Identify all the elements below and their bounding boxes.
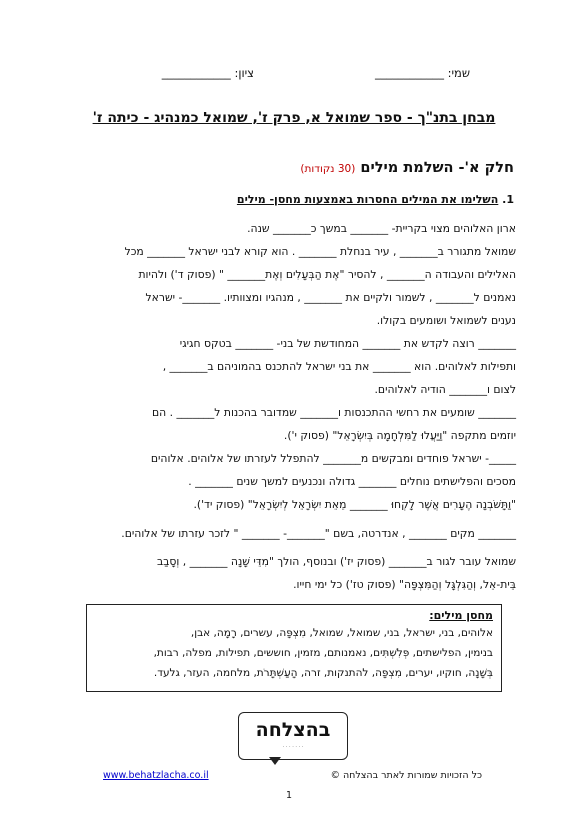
text-line: _______ מקים _______ , אנדרטה, בשם "_______- _______ " לזכר עזרתו של אלוהים. bbox=[121, 527, 516, 540]
section-heading bbox=[300, 160, 514, 176]
text-line: _____- ישראל פוחדים ומבקשים מ_______ להתפלל לעזרתו של אלוהים. אלוהים bbox=[150, 452, 516, 465]
question-text: השלימו את המילים החסרות באמצעות מחסן- מילים bbox=[236, 193, 499, 206]
text-line: מסכים והפלישתים נוחלים _______ גדולה ונכנעים למשך שנים _______ . bbox=[188, 475, 516, 488]
logo-text: בהצלחה bbox=[255, 719, 331, 741]
site-link[interactable]: www.behatzlacha.co.il bbox=[103, 770, 209, 781]
word-bank-line: בנימין, הפלישתים, פְּלִשְׁתִּים, נאמנותם, מזמין, חוששים, תפילות, מפלה, רבות, bbox=[153, 647, 493, 659]
word-bank bbox=[86, 604, 502, 692]
section-points: (30 נקודות) bbox=[300, 163, 356, 175]
logo-subtext: · · · · · · · bbox=[282, 744, 304, 750]
text-line: שמואל מתגורר ב_______ , עיר בנחלת _______ . הוא קורא לבני ישראל _______ מכל bbox=[124, 245, 516, 258]
section-label: חלק א'- השלמת מילים bbox=[360, 160, 514, 176]
text-line: נאמנים ל_______ , לשמור ולקיים את _______ , מנהגיו ומצוותיו. _______- ישראל bbox=[145, 291, 516, 304]
text-line: ארון האלוהים מצוי בקריית- _______ במשך כ_______ שנה. bbox=[247, 222, 516, 235]
text-line: יוזמים מתקפה "וַיַּעֲלוּ לַמִּלְחָמָה בְּיִשְׂרָאֵל" (פסוק י'). bbox=[283, 429, 516, 442]
name-label: שמי: ____________ bbox=[374, 66, 470, 80]
text-line: האלילים והעבודה ה_______ , להסיר "אֶת הַבְּעָלִים וְאֶת_______ " (פסוק ד') ולהיות bbox=[138, 268, 516, 281]
word-bank-line: אלוהים, בני, ישראל, בני, שמואל, שמואל, מִצְפָּה, עשרים, רָמָה, אבן, bbox=[190, 627, 493, 639]
text-line: _______ רוצה לקדש את _______ המחודשת של בני- _______ בטקס חגיגי bbox=[179, 337, 516, 350]
behatzlacha-logo bbox=[238, 712, 348, 760]
text-line: _______ שומעים את רחשי ההתכנסות ו_______ שמדובר בהכנות ל_______ . הם bbox=[151, 406, 516, 419]
word-bank-title: מחסן מילים: bbox=[429, 609, 493, 622]
text-line: בֵּית-אֵל, וְהַגִּלְגָּל וְהַמִּצְפָּה" (פסוק טז') כל ימי חייו. bbox=[293, 578, 516, 591]
word-bank-line: בְּשָׁנָה, חוקיו, יערים, מִצְפָּה, להתנקות, זרה, הָעַשְׁתָּרֹת, מלחמה, העזר, גלעד. bbox=[153, 667, 493, 679]
text-line: נענים לשמואל ושומעים בקולו. bbox=[376, 314, 516, 327]
question-number: 1. bbox=[502, 193, 514, 206]
text-line: "וַתָּשֹׁבְנָה הֶעָרִים אֲשֶׁר לָקְחוּ _______ מֵאֵת יִשְׂרָאֵל לְיִשְׂרָאֵל" (פסוק יד'). bbox=[193, 498, 516, 511]
page-title: מבחן בתנ"ך - ספר שמואל א, פרק ז', שמואל כמנהיג - כיתה ז' bbox=[92, 110, 496, 126]
page-number: 1 bbox=[286, 790, 293, 801]
text-line: לצום ו_______ הודיה לאלוהים. bbox=[374, 383, 516, 396]
question-1 bbox=[237, 193, 514, 206]
grade-label: ציון: ____________ bbox=[161, 66, 254, 80]
copyright-text: כל הזכויות שמורות לאתר בהצלחה © bbox=[330, 770, 482, 781]
speech-bubble-tail-icon bbox=[269, 757, 281, 765]
text-line: ותפילות לאלוהים. הוא _______ את בני ישראל להתכנס בהמוניהם ב_______ , bbox=[162, 360, 516, 373]
text-line: שמואל עובר לגור ב_______ (פסוק יז') ובנוסף, הולך "מִדֵּי שָׁנָה _______ , וְסָבַב bbox=[156, 555, 516, 568]
